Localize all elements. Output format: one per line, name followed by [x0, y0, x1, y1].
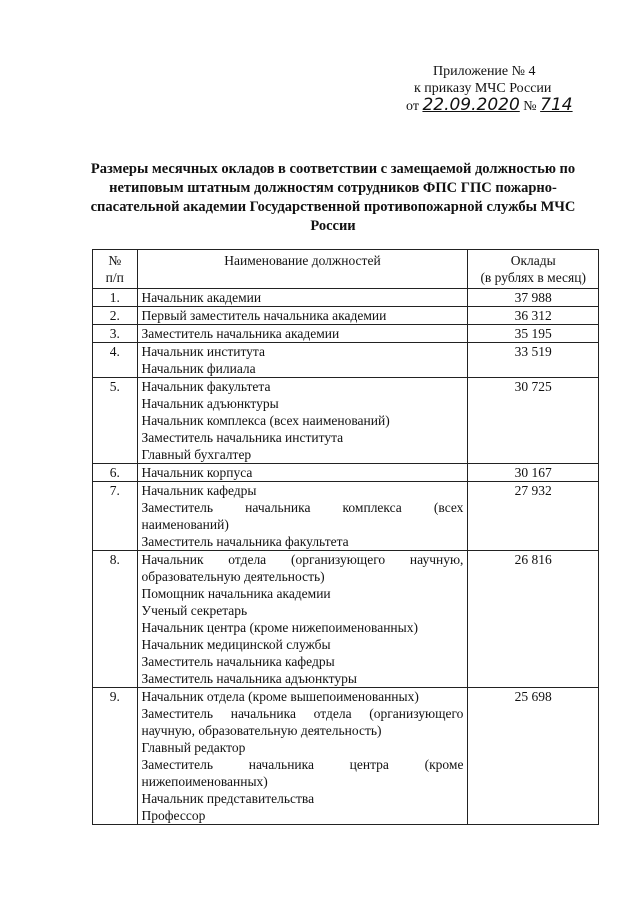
position-name: Начальник представительства — [141, 791, 315, 806]
header-position: Наименование должностей — [137, 250, 468, 289]
table-header-row — [93, 250, 599, 289]
row-positions — [137, 551, 468, 688]
position-name: Начальник кафедры — [141, 483, 257, 498]
position-name: Начальник филиала — [141, 361, 256, 376]
position-name: Заместитель начальника академии — [141, 326, 340, 341]
table-row — [93, 289, 599, 307]
table-row — [93, 688, 599, 825]
table-row — [93, 343, 599, 378]
table-row — [93, 482, 599, 551]
row-number: 5. — [93, 378, 138, 464]
row-number: 9. — [93, 688, 138, 825]
table-row — [93, 307, 599, 325]
row-number: 7. — [93, 482, 138, 551]
position-name: Начальник академии — [141, 290, 262, 305]
row-number: 1. — [93, 289, 138, 307]
position-name: Начальник факультета — [141, 379, 271, 394]
row-number: 8. — [93, 551, 138, 688]
position-name: Начальник медицинской службы — [141, 637, 331, 652]
table-row — [93, 464, 599, 482]
position-name: Заместитель начальника кафедры — [141, 654, 335, 669]
position-name: Начальник комплекса (всех наименований) — [141, 413, 390, 428]
number-prefix: № — [523, 99, 537, 114]
table-row — [93, 378, 599, 464]
row-number: 2. — [93, 307, 138, 325]
position-name: Начальник отдела (организующего научную, образовательную деятельность) — [141, 552, 464, 584]
row-positions — [137, 688, 468, 825]
position-name: Главный редактор — [141, 740, 246, 755]
row-salary: 27 932 — [468, 482, 599, 551]
order-reference: к приказу МЧС России — [414, 81, 552, 96]
row-number: 3. — [93, 325, 138, 343]
table-row — [93, 325, 599, 343]
order-number: 714 — [540, 95, 573, 115]
row-number: 6. — [93, 464, 138, 482]
row-positions — [137, 289, 468, 307]
row-number: 4. — [93, 343, 138, 378]
order-date-line — [406, 97, 600, 115]
row-salary: 37 988 — [468, 289, 599, 307]
table-row — [93, 551, 599, 688]
table-body — [93, 289, 599, 825]
position-name: Первый заместитель начальника академии — [141, 308, 387, 323]
position-name: Начальник адъюнктуры — [141, 396, 279, 411]
row-salary: 25 698 — [468, 688, 599, 825]
row-salary: 35 195 — [468, 325, 599, 343]
appendix-label: Приложение № 4 — [433, 64, 536, 79]
position-name: Заместитель начальника института — [141, 430, 344, 445]
position-name: Начальник института — [141, 344, 265, 359]
row-salary: 33 519 — [468, 343, 599, 378]
row-positions — [137, 482, 468, 551]
order-date: 22.09.2020 — [422, 95, 520, 115]
position-name: Главный бухгалтер — [141, 447, 252, 462]
position-name: Заместитель начальника центра (кроме нижепоименованных) — [141, 757, 464, 789]
position-name: Ученый секретарь — [141, 603, 248, 618]
row-salary: 30 725 — [468, 378, 599, 464]
row-salary: 30 167 — [468, 464, 599, 482]
header-num: № п/п — [93, 250, 138, 289]
row-positions — [137, 343, 468, 378]
row-positions — [137, 325, 468, 343]
salary-table — [92, 249, 599, 825]
position-name: Заместитель начальника факультета — [141, 534, 349, 549]
date-prefix: от — [406, 99, 419, 114]
row-positions — [137, 307, 468, 325]
position-name: Начальник центра (кроме нижепоименованных) — [141, 620, 418, 635]
row-salary: 36 312 — [468, 307, 599, 325]
position-name: Заместитель начальника отдела (организующего научную, образовательную деятельность) — [141, 706, 464, 738]
position-name: Начальник отдела (кроме вышепоименованных) — [141, 689, 419, 704]
document-title: Размеры месячных окладов в соответствии с замещаемой должностью по нетиповым штатным должностям сотрудников ФПС ГПС пожарно-спасательной академии Государственной противопожарной службы МЧС России — [90, 161, 576, 234]
position-name: Помощник начальника академии — [141, 586, 331, 601]
position-name: Заместитель начальника комплекса (всех наименований) — [141, 500, 464, 532]
header-salary: Оклады (в рублях в месяц) — [468, 250, 599, 289]
row-positions — [137, 464, 468, 482]
position-name: Начальник корпуса — [141, 465, 253, 480]
row-salary: 26 816 — [468, 551, 599, 688]
appendix-header — [400, 63, 600, 115]
position-name: Заместитель начальника адъюнктуры — [141, 671, 357, 686]
position-name: Профессор — [141, 808, 206, 823]
row-positions — [137, 378, 468, 464]
